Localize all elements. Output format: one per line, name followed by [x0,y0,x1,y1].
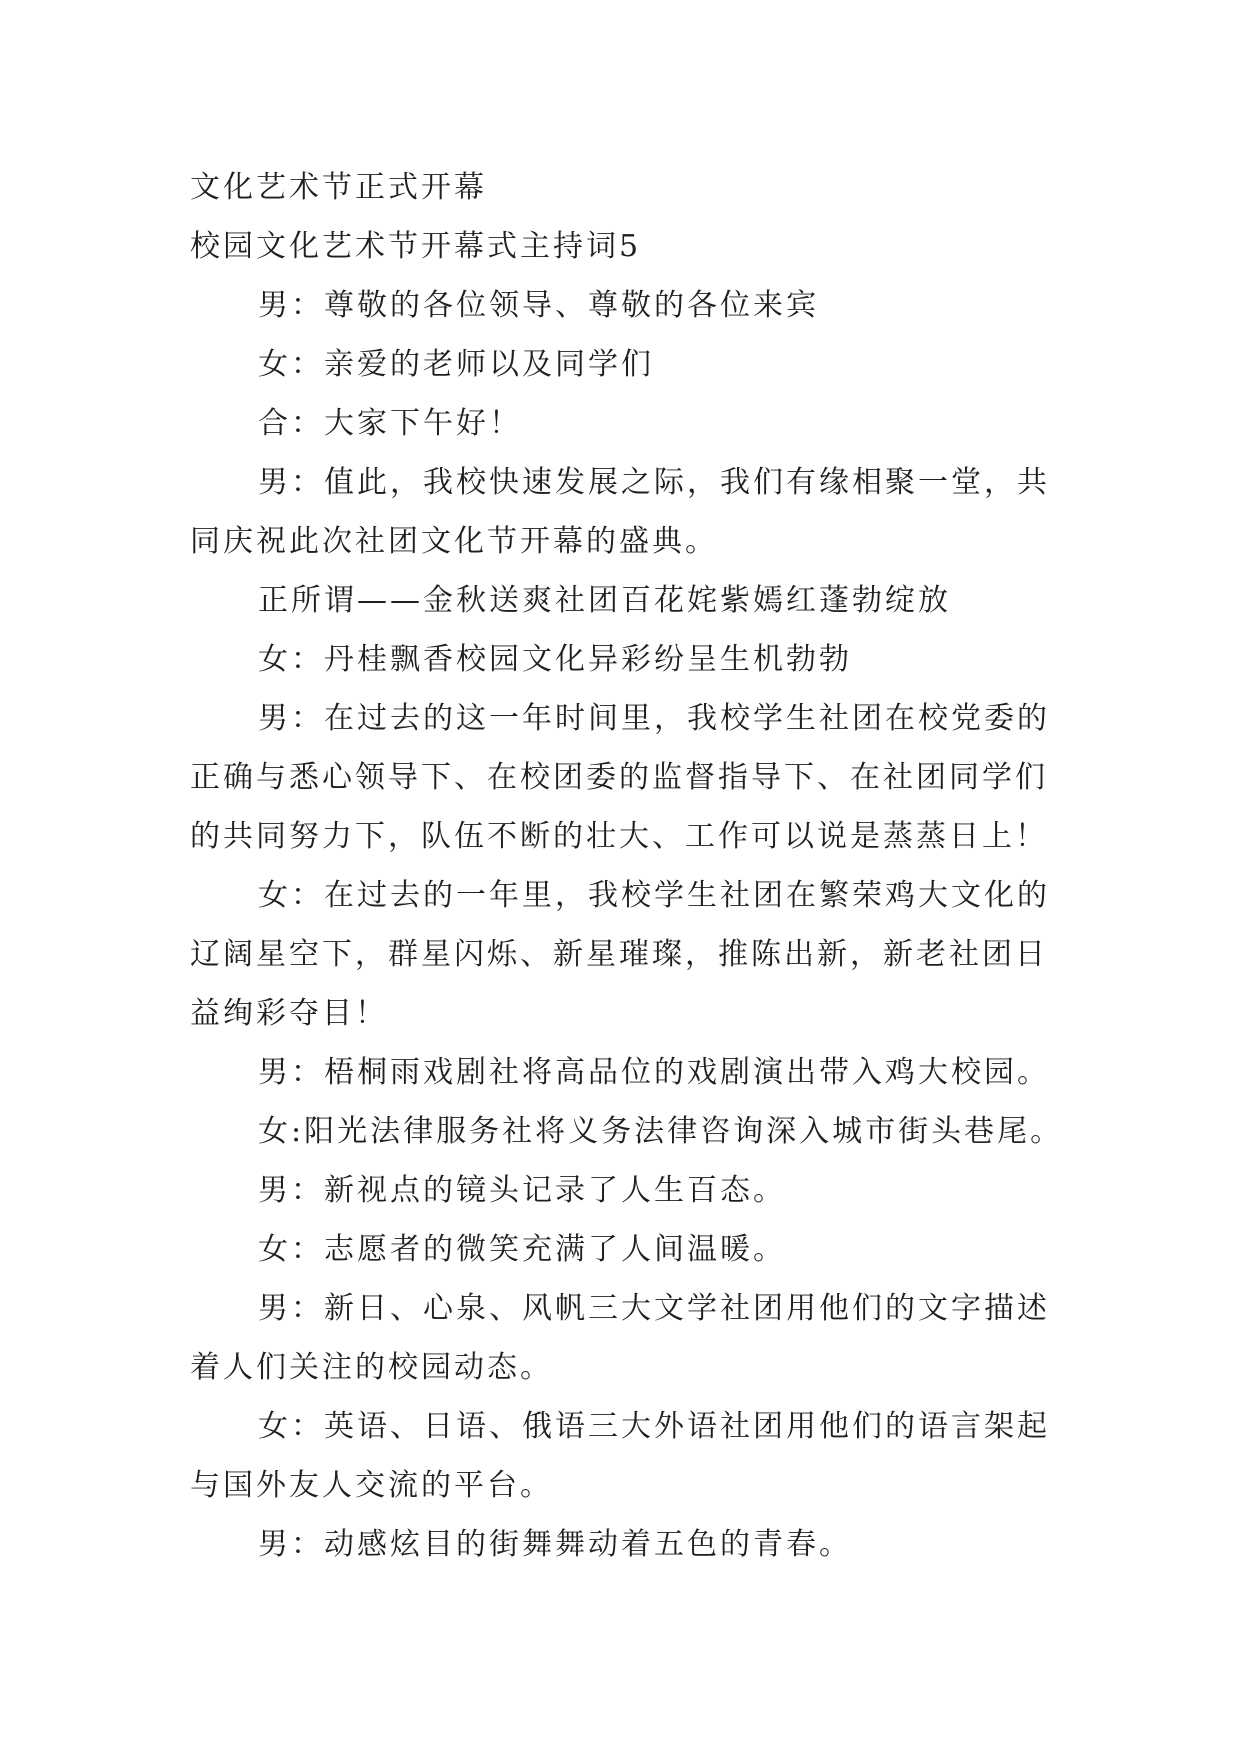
text-line: 女：亲爱的老师以及同学们 [258,347,654,382]
text-line: 合：大家下午好！ [258,406,522,441]
text-line: 校园文化艺术节开幕式主持词5 [190,229,642,264]
text-line: 女：志愿者的微笑充满了人间温暖。 [258,1232,786,1267]
document-body [190,158,1090,1574]
text-line: 男：新日、心泉、风帆三大文学社团用他们的文字描述 [258,1291,1050,1326]
text-line: 同庆祝此次社团文化节开幕的盛典。 [190,524,718,559]
text-line: 与国外友人交流的平台。 [190,1468,553,1503]
text-line: 男：尊敬的各位领导、尊敬的各位来宾 [258,288,819,323]
text-line: 男：在过去的这一年时间里，我校学生社团在校党委的 [258,701,1050,736]
text-line: 的共同努力下，队伍不断的壮大、工作可以说是蒸蒸日上！ [190,819,1048,854]
text-line: 女：在过去的一年里，我校学生社团在繁荣鸡大文化的 [258,878,1050,913]
text-line: 男：动感炫目的街舞舞动着五色的青春。 [258,1527,852,1562]
text-line: 女：英语、日语、俄语三大外语社团用他们的语言架起 [258,1409,1050,1444]
text-line: 正确与悉心领导下、在校团委的监督指导下、在社团同学们 [190,760,1048,795]
text-line: 男：新视点的镜头记录了人生百态。 [258,1173,786,1208]
text-line: 女：丹桂飘香校园文化异彩纷呈生机勃勃 [258,642,852,677]
text-line: 文化艺术节正式开幕 [190,170,487,205]
text-line: 男：梧桐雨戏剧社将高品位的戏剧演出带入鸡大校园。 [258,1055,1050,1090]
text-line: 正所谓——金秋送爽社团百花姹紫嫣红蓬勃绽放 [258,583,951,618]
text-line: 男：值此，我校快速发展之际，我们有缘相聚一堂，共 [258,465,1050,500]
text-line: 益绚彩夺目！ [190,996,388,1031]
text-line: 着人们关注的校园动态。 [190,1350,553,1385]
text-line: 女:阳光法律服务社将义务法律咨询深入城市街头巷尾。 [258,1114,1064,1149]
text-line: 辽阔星空下，群星闪烁、新星璀璨，推陈出新，新老社团日 [190,937,1048,972]
